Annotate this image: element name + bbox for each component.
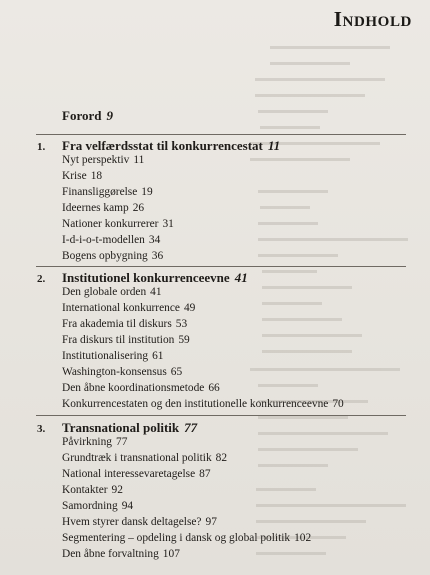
- toc-entry-page: 49: [183, 302, 196, 314]
- toc-entry: [62, 398, 344, 410]
- toc-entry-label: Institutionalisering: [62, 350, 149, 362]
- toc-entry-label: Samordning: [62, 500, 118, 512]
- chapter-1-number: 1.: [37, 141, 46, 153]
- chapter-3-title-entry: [62, 420, 197, 436]
- toc-entry: [62, 334, 190, 346]
- toc-entry-label: National interessevaretagelse: [62, 468, 196, 480]
- toc-entry: [62, 154, 144, 166]
- toc-entry-page: 66: [208, 382, 220, 394]
- toc-entry-label: Fra akademia til diskurs: [62, 318, 172, 330]
- toc-entry-page: 70: [332, 398, 344, 410]
- toc-entry-page: 53: [175, 318, 188, 330]
- toc-entry-page: 87: [199, 468, 211, 480]
- toc-entry-page: 92: [111, 484, 123, 496]
- toc-entry: [62, 302, 195, 314]
- toc-entry: [62, 468, 211, 480]
- toc-entry: [62, 382, 220, 394]
- toc-entry-label: Finansliggørelse: [62, 186, 138, 198]
- toc-entry-label: Grundtræk i transnational politik: [62, 452, 212, 464]
- toc-entry-page: 97: [205, 516, 217, 528]
- toc-entry-label: Fra diskurs til institution: [62, 334, 175, 346]
- toc-entry-page: 41: [150, 286, 162, 298]
- chapter-3-title: Transnational politik: [62, 420, 180, 435]
- toc-entry: [62, 318, 187, 330]
- chapter-1-page: 11: [267, 138, 281, 153]
- toc-entry-page: 65: [170, 366, 183, 378]
- chapter-1-title: Fra velfærdsstat til konkurrencestat: [62, 138, 263, 153]
- toc-entry: [62, 366, 182, 378]
- toc-entry: [62, 484, 123, 496]
- toc-entry-page: 26: [132, 202, 145, 214]
- toc-entry-label: Hvem styrer dansk deltagelse?: [62, 516, 202, 528]
- toc-entry: [62, 500, 133, 512]
- toc-entry-page: 31: [162, 218, 174, 230]
- toc-entry-page: 36: [151, 250, 164, 262]
- toc-entry-label: Ideernes kamp: [62, 202, 129, 214]
- toc-entry: [62, 250, 163, 262]
- chapter-1-rule: [36, 134, 406, 135]
- toc-entry-label: I-d-i-o-t-modellen: [62, 234, 145, 246]
- chapter-1-title-entry: [62, 138, 280, 154]
- chapter-2-number: 2.: [37, 273, 46, 285]
- chapter-2-title-entry: [62, 270, 248, 286]
- toc-entry-page: 94: [121, 500, 134, 512]
- toc-entry-label: Den åbne koordinationsmetode: [62, 382, 205, 394]
- toc-entry: [62, 234, 160, 246]
- toc-entry-page: 61: [152, 350, 164, 362]
- toc-entry-page: 19: [141, 186, 153, 198]
- toc-entry: [62, 186, 153, 198]
- toc-entry-label: Kontakter: [62, 484, 108, 496]
- chapter-2-page: 41: [234, 270, 248, 285]
- toc-entry: [62, 170, 102, 182]
- toc-entry-page: 59: [178, 334, 190, 346]
- toc-entry: [62, 286, 162, 298]
- foreword-label: Forord: [62, 108, 102, 123]
- toc-entry-label: International konkurrence: [62, 302, 180, 314]
- foreword-entry: [62, 108, 113, 124]
- toc-entry-page: 18: [90, 170, 103, 182]
- toc-entry-label: Segmentering – opdeling i dansk og global politik: [62, 532, 291, 544]
- chapter-3-page: 77: [184, 420, 198, 435]
- toc-entry: [62, 548, 180, 560]
- toc-entry: [62, 350, 163, 362]
- toc-entry: [62, 532, 311, 544]
- toc-entry-page: 82: [215, 452, 228, 464]
- toc-entry: [62, 202, 144, 214]
- toc-entry-page: 77: [116, 436, 128, 448]
- toc-entry-page: 11: [133, 154, 145, 166]
- chapter-2-title: Institutionel konkurrenceevne: [62, 270, 230, 285]
- page-heading: Indhold: [333, 7, 412, 31]
- toc-entry: [62, 452, 227, 464]
- toc-entry-label: Konkurrencestaten og den institutionelle konkurrenceevne: [62, 398, 329, 410]
- chapter-3-rule: [36, 415, 406, 416]
- chapter-2-rule: [36, 266, 406, 267]
- toc-entry-page: 34: [148, 234, 161, 246]
- toc-entry-label: Påvirkning: [62, 436, 112, 448]
- toc-entry-label: Nyt perspektiv: [62, 154, 130, 166]
- toc-entry-label: Den globale orden: [62, 286, 147, 298]
- chapter-3-number: 3.: [37, 423, 46, 435]
- foreword-page: 9: [106, 108, 113, 123]
- toc-entry-page: 102: [294, 532, 312, 544]
- toc-entry-label: Washington-konsensus: [62, 366, 167, 378]
- toc-entry-label: Nationer konkurrerer: [62, 218, 159, 230]
- toc-entry-label: Krise: [62, 170, 87, 182]
- toc-entry-page: 107: [162, 548, 180, 560]
- toc-entry: [62, 516, 217, 528]
- toc-entry: [62, 218, 174, 230]
- toc-entry: [62, 436, 127, 448]
- toc-entry-label: Bogens opbygning: [62, 250, 148, 262]
- toc-entry-label: Den åbne forvaltning: [62, 548, 159, 560]
